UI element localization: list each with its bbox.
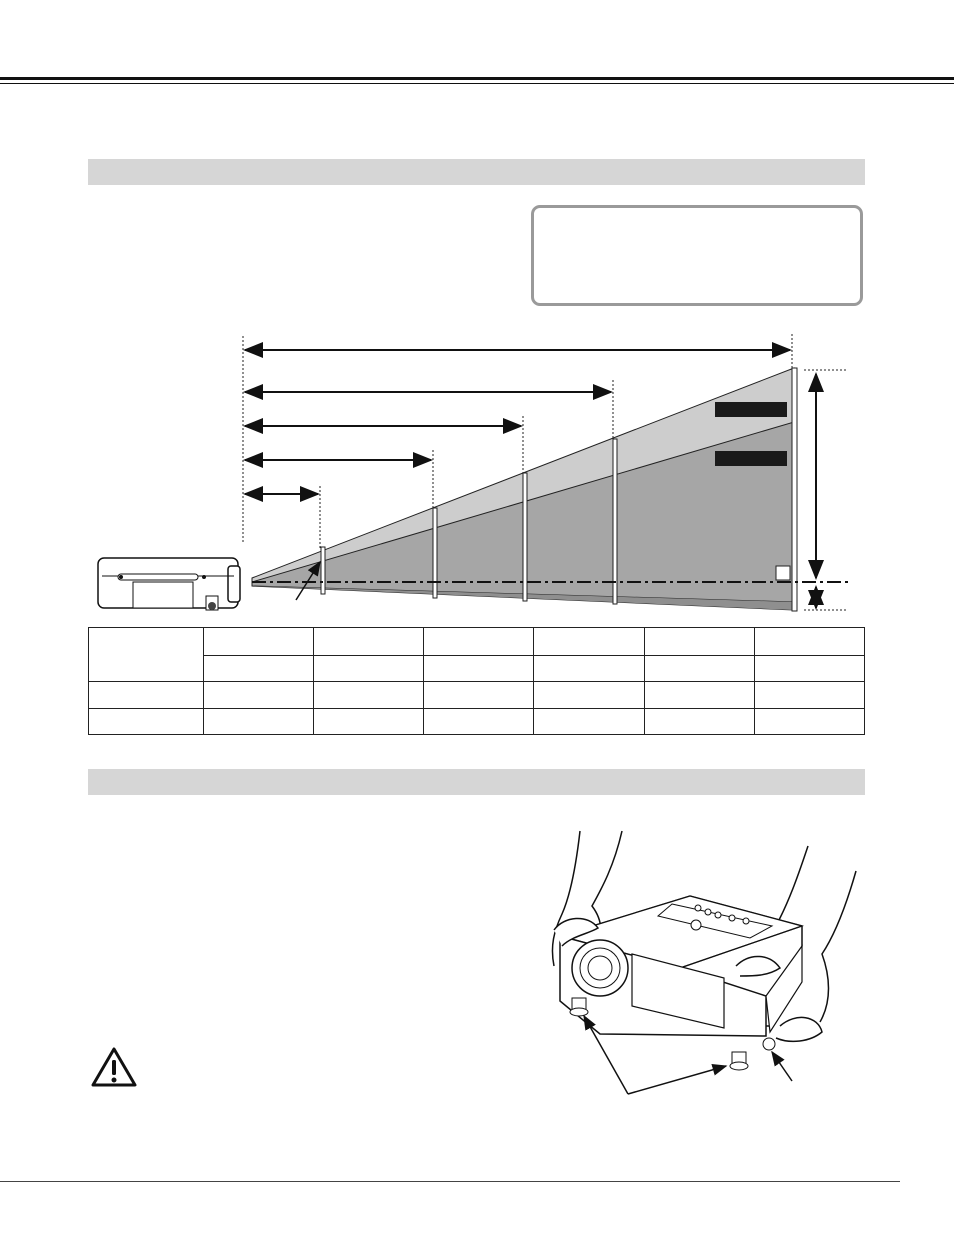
table-cell [314, 682, 424, 709]
table-cell [754, 682, 864, 709]
table-cell [314, 628, 424, 656]
table-cell [204, 656, 314, 682]
projector-icon [98, 558, 240, 610]
table-cell [424, 628, 534, 656]
table-cell [204, 709, 314, 735]
projection-diagram [88, 330, 868, 620]
table-row [89, 682, 865, 709]
table-cell [754, 628, 864, 656]
note-box [531, 205, 863, 306]
spec-table [88, 627, 865, 735]
header-rule-thin [0, 83, 954, 84]
table-cell [314, 656, 424, 682]
footer-rule [0, 1181, 900, 1182]
screen-post-3 [523, 473, 527, 601]
table-cell [754, 709, 864, 735]
table-cell [204, 628, 314, 656]
table-cell [424, 656, 534, 682]
table-cell [644, 656, 754, 682]
screen-post-2 [433, 508, 437, 598]
table-cell [314, 709, 424, 735]
table-row [89, 656, 865, 682]
table-cell [89, 682, 204, 709]
warning-icon [90, 1046, 138, 1088]
section-bar-adjustable-feet [88, 769, 865, 795]
table-cell [204, 682, 314, 709]
header-rule [0, 77, 954, 80]
table-cell [534, 709, 644, 735]
table-cell [424, 709, 534, 735]
screen-post-5 [792, 368, 797, 611]
table-cell [754, 656, 864, 682]
screen-label-2 [715, 451, 787, 466]
table-cell [534, 628, 644, 656]
screen-post-4 [613, 439, 617, 604]
table-cell [644, 628, 754, 656]
projector-feet-illustration [540, 826, 865, 1101]
table-cell [534, 682, 644, 709]
table-cell [644, 709, 754, 735]
section-bar-projection-distance [88, 159, 865, 185]
table-cell [534, 656, 644, 682]
screen-label-1 [715, 402, 787, 417]
table-row [89, 628, 865, 656]
table-cell [89, 628, 204, 682]
table-row [89, 709, 865, 735]
table-cell [89, 709, 204, 735]
corner-marker [776, 566, 790, 580]
table-cell [424, 682, 534, 709]
screen-post-1 [321, 547, 325, 594]
table-cell [644, 682, 754, 709]
